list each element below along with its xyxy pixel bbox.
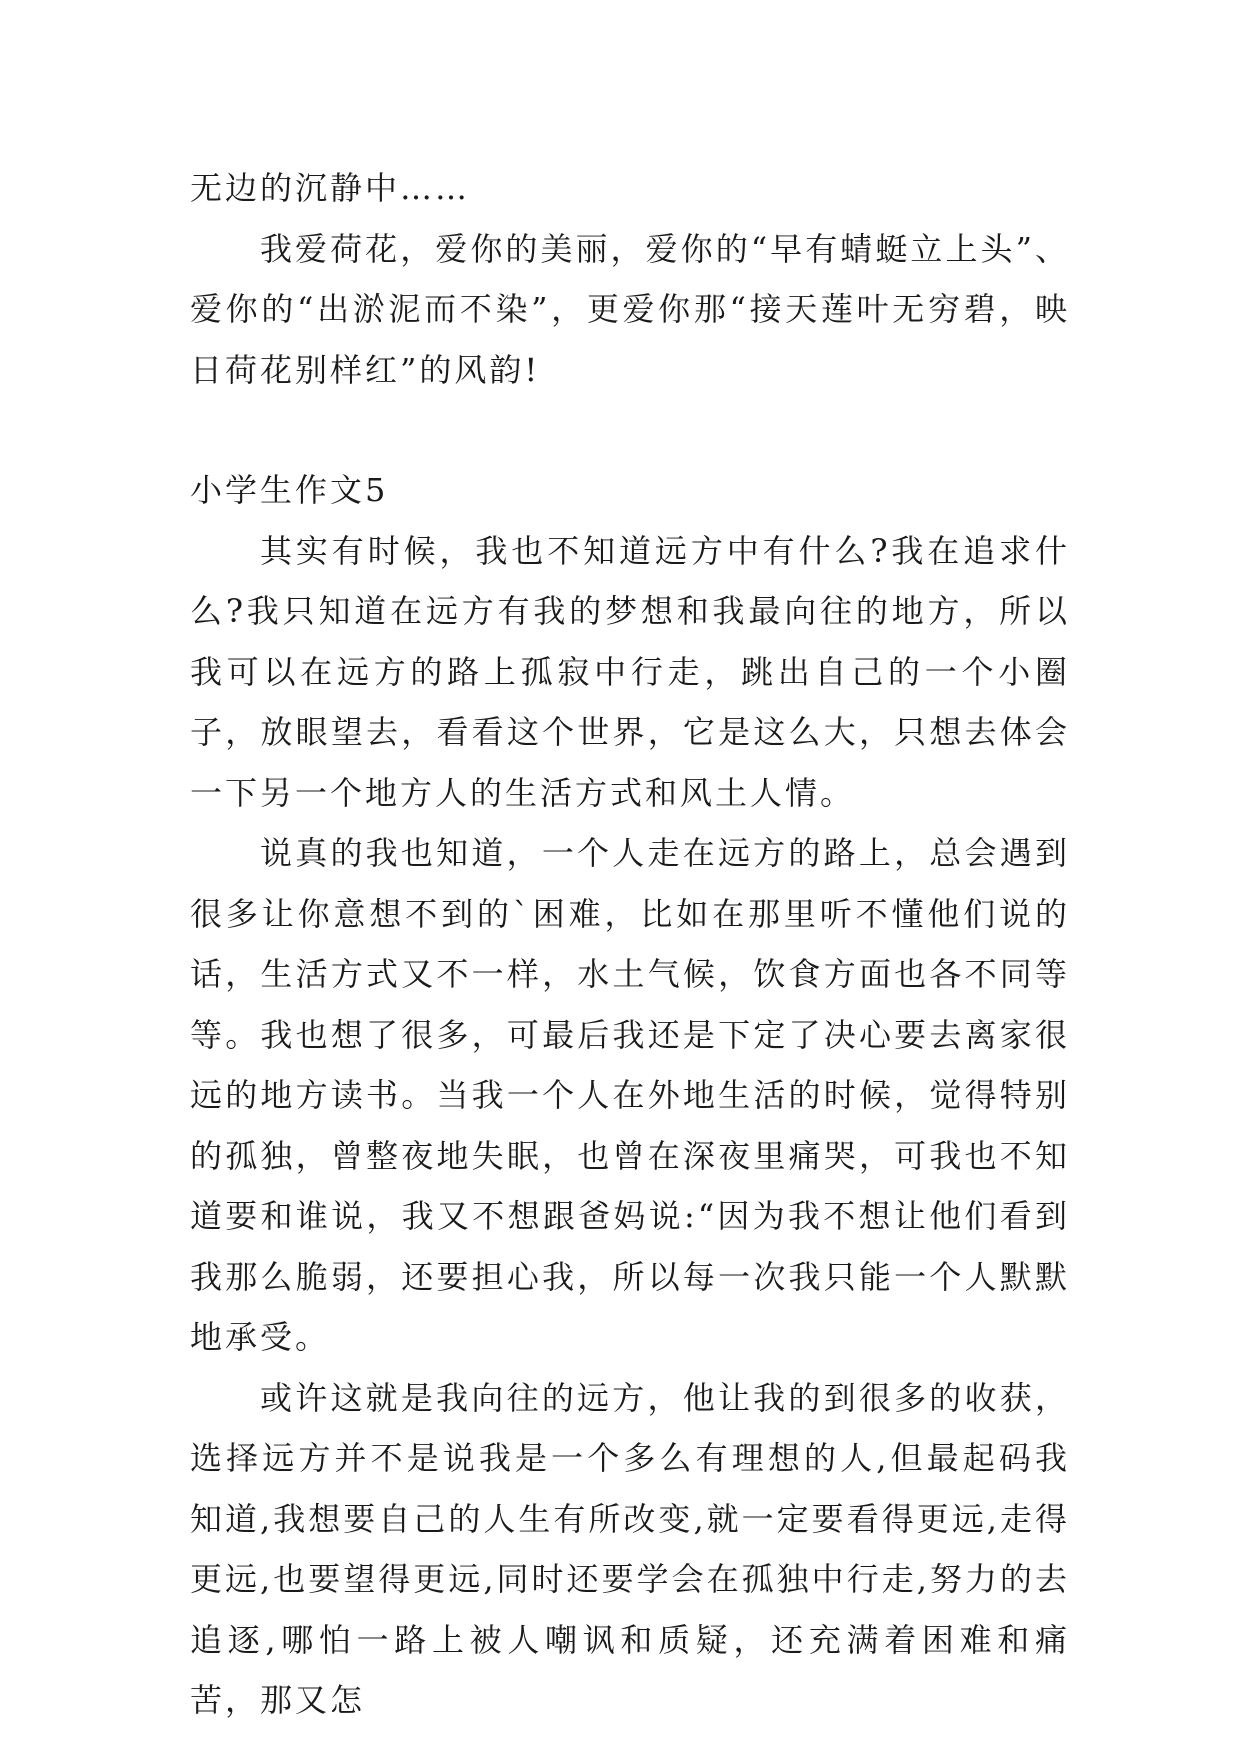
paragraph-distance-intro: 其实有时候，我也不知道远方中有什么?我在追求什么?我只知道在远方有我的梦想和我最向往的地方，所以我可以在远方的路上孤寂中行走，跳出自己的一个小圈子，放眼望去，看看这个世界，它是这么大，只想去体会一下另一个地方人的生活方式和风土人情。 bbox=[190, 531, 1070, 812]
paragraph-difficulties: 说真的我也知道，一个人走在远方的路上，总会遇到很多让你意想不到的`困难，比如在那里听不懂他们说的话，生活方式又不一样，水土气候，饮食方面也各不同等等。我也想了很多，可最后我还是下定了决心要去离家很远的地方读书。当我一个人在外地生活的时候，觉得特别的孤独，曾整夜地失眠，也曾在深夜里痛哭，可我也不知道要和谁说，我又不想跟爸妈说:“因为我不想让他们看到我那么脆弱，还要担心我，所以每一次我只能一个人默默地承受。 bbox=[190, 834, 1070, 1356]
paragraph-lotus: 我爱荷花，爱你的美丽，爱你的“早有蜻蜓立上头”、爱你的“出淤泥而不染”，更爱你那“接天莲叶无穷碧，映日荷花别样红”的风韵! bbox=[190, 229, 1070, 389]
paragraph-aspiration: 或许这就是我向往的远方，他让我的到很多的收获，选择远方并不是说我是一个多么有理想的人,但最起码我知道,我想要自己的人生有所改变,就一定要看得更远,走得更远,也要望得更远,同时还要学会在孤独中行走,努力的去追逐,哪怕一路上被人嘲讽和质疑，还充满着困难和痛苦，那又怎 bbox=[190, 1378, 1070, 1719]
section-heading: 小学生作文5 bbox=[190, 471, 389, 509]
paragraph-continuation: 无边的沉静中…… bbox=[190, 169, 471, 207]
document-body bbox=[190, 158, 1070, 1731]
